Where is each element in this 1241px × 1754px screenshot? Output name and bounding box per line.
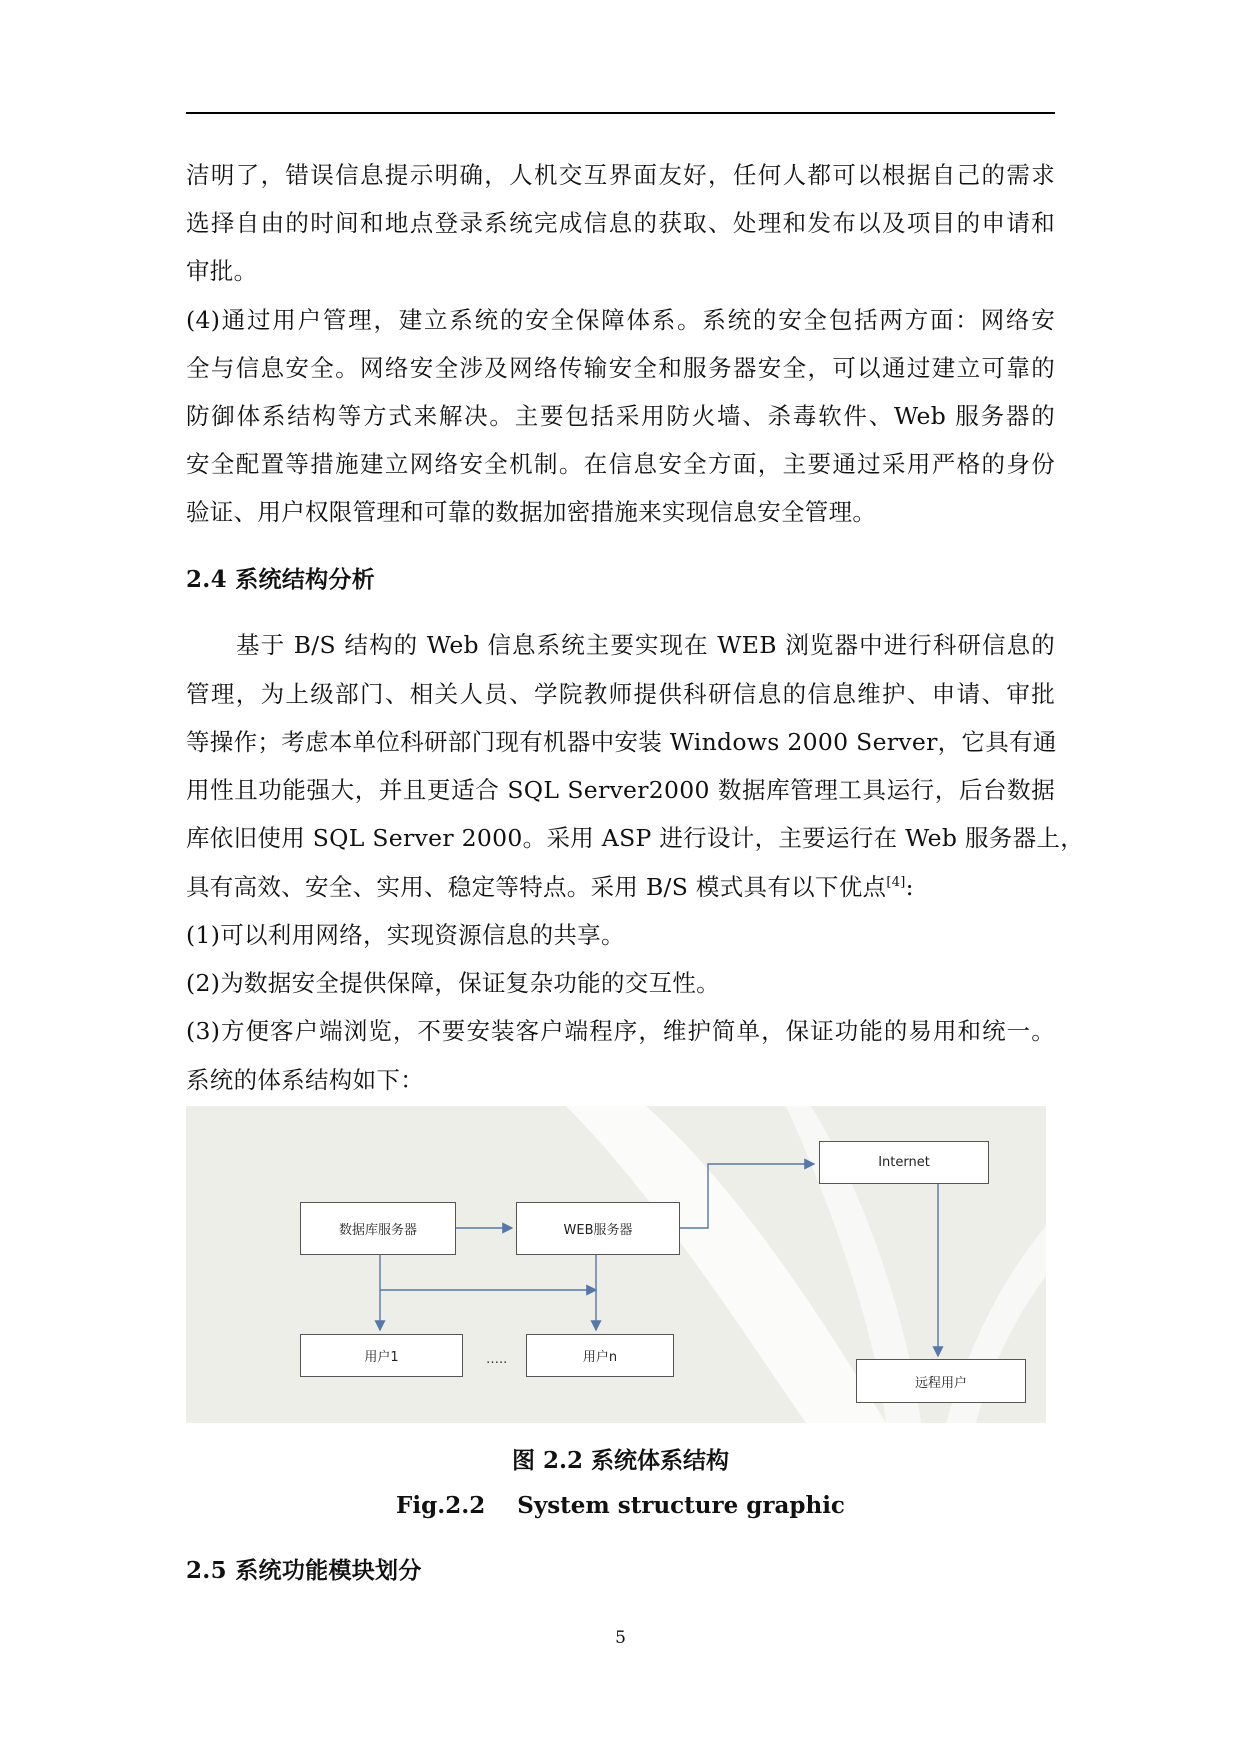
header-rule (186, 112, 1055, 114)
text-line: 洁明了，错误信息提示明确，人机交互界面友好，任何人都可以根据自己的需求 (186, 161, 1055, 189)
text-segment: 具有高效、安全、实用、稳定等特点。采用 B/S 模式具有以下优点 (186, 873, 887, 901)
user-n-node: 用户n (526, 1334, 674, 1377)
text-line: 等操作；考虑本单位科研部门现有机器中安装 Windows 2000 Server，它具有通 (186, 728, 1057, 756)
remote-user-node: 远程用户 (856, 1359, 1026, 1403)
system-structure-diagram (186, 1106, 1046, 1423)
database-server-node: 数据库服务器 (300, 1202, 456, 1255)
internet-node: Internet (819, 1141, 989, 1184)
text-line: 系统的体系结构如下： (186, 1066, 424, 1094)
list-item: (2)为数据安全提供保障，保证复杂功能的交互性。 (186, 969, 720, 997)
text-line: 管理，为上级部门、相关人员、学院教师提供科研信息的信息维护、申请、审批 (186, 680, 1055, 708)
figure-caption-cn: 图 2.2 系统体系结构 (511, 1447, 730, 1474)
user-1-node: 用户1 (300, 1334, 463, 1377)
section-heading-2-5: 2.5 系统功能模块划分 (186, 1557, 422, 1584)
text-line: 全与信息安全。网络安全涉及网络传输安全和服务器安全，可以通过建立可靠的 (186, 354, 1055, 382)
text-line: 验证、用户权限管理和可靠的数据加密措施来实现信息安全管理。 (186, 498, 877, 526)
figure-caption-en: Fig.2.2 System structure graphic (396, 1492, 845, 1519)
list-item: (1)可以利用网络，实现资源信息的共享。 (186, 921, 625, 949)
text-line: 基于 B/S 结构的 Web 信息系统主要实现在 WEB 浏览器中进行科研信息的 (236, 631, 1055, 659)
text-line: 选择自由的时间和地点登录系统完成信息的获取、处理和发布以及项目的申请和 (186, 209, 1055, 237)
web-server-node: WEB服务器 (516, 1202, 680, 1255)
text-line: 安全配置等措施建立网络安全机制。在信息安全方面，主要通过采用严格的身份 (186, 450, 1055, 478)
text-line: 审批。 (186, 257, 258, 285)
page-number: 5 (615, 1628, 626, 1648)
text-line: 库依旧使用 SQL Server 2000。采用 ASP 进行设计，主要运行在 Web 服务器上， (186, 824, 1084, 852)
text-line: (4)通过用户管理，建立系统的安全保障体系。系统的安全包括两方面：网络安 (186, 306, 1055, 334)
list-item: (3)方便客户端浏览，不要安装客户端程序，维护简单，保证功能的易用和统一。 (186, 1017, 1055, 1045)
citation-ref[interactable]: [4] (886, 875, 906, 891)
text-line: 用性且功能强大，并且更适合 SQL Server2000 数据库管理工具运行，后台数据 (186, 776, 1055, 804)
text-segment: : (905, 873, 914, 901)
text-line: 防御体系结构等方式来解决。主要包括采用防火墙、杀毒软件、Web 服务器的 (186, 402, 1055, 430)
ellipsis-label: ….. (486, 1352, 508, 1367)
text-line-citation (186, 872, 914, 902)
section-heading-2-4: 2.4 系统结构分析 (186, 566, 376, 593)
